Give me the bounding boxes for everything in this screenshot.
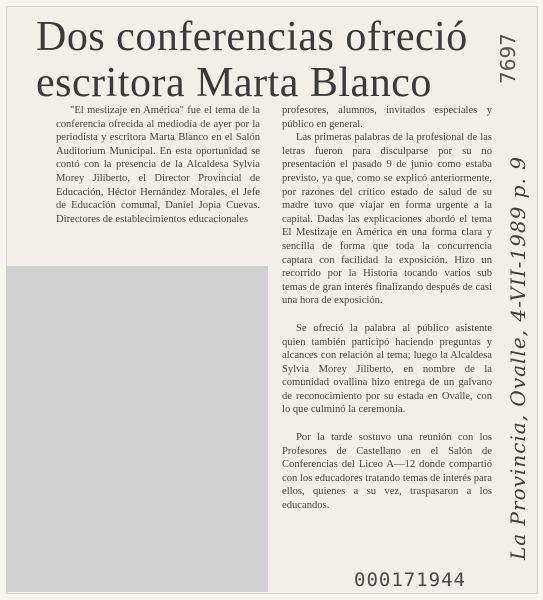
headline-line-2: escritora Marta Blanco: [36, 60, 432, 106]
catalog-number-bottom: 000171944: [354, 569, 466, 591]
article-headline: [36, 14, 496, 106]
headline-line-1: Dos conferencias ofreció: [36, 14, 468, 60]
left-paragraph-1: "El mestizaje en América" fue el tema de la conferencia ofrecida al mediodía de ayer por la periodista y escritora Marta Blanco en el Salón Auditorium Municipal. En esta oportunidad se contó con la presencia de la Alcaldesa Sylvia Morey Jiliberto, el Director Provincial de Educación, Héctor Hernández Morales, el Jefe de Educación comunal, Daniel Jopia Cuevas. Directores de establecimientos educacionales: [56, 105, 260, 225]
article-right-column: [282, 104, 492, 513]
right-paragraph-2: Las primeras palabras de la profesional de las letras fueron para disculparse por su no presentación el pasado 9 de junio como estaba previsto, ya que, como se explicó anteriormente, por razones del crítico estado de salud de su madre tuvo que viajar en forma urgente a la capital. Dadas las explicaciones abordó el tema El Mestizaje en América en una forma clara y sencilla de forma que toda la concurrencia captara con facilidad la exposición. Hizo un recorrido por la Historia tocando varios sub temas de gran interés finalizando después de casi una hora de exposición.: [282, 132, 492, 307]
blank-gray-area: [6, 266, 268, 592]
right-paragraph-4: Por la tarde sostuvo una reunión con los Profesores de Castellano en el Salón de Conferencias del Liceo A—12 donde compartió con los educadores tratando temas de interés para ellos, quienes a su vez, traspasaron a los educandos.: [282, 432, 492, 512]
catalog-number-top: 7697: [496, 33, 520, 84]
right-paragraph-3: Se ofreció la palabra al público asistente quien también participó haciendo preguntas y alcances con relación al tema; luego la Alcaldesa Sylvia Morey Jiliberto, en nombre de la comunidad ovallina hizo entrega de un galvano de reconocimiento por su estada en Ovalle, con lo que culminó la ceremonia.: [282, 322, 492, 416]
handwritten-source-note: La Provincia, Ovalle, 4-VII-1989 p. 9: [506, 156, 530, 560]
right-paragraph-1: profesores, alumnos, invitados especiales y público en general.: [282, 105, 492, 130]
article-left-column: [56, 104, 260, 226]
